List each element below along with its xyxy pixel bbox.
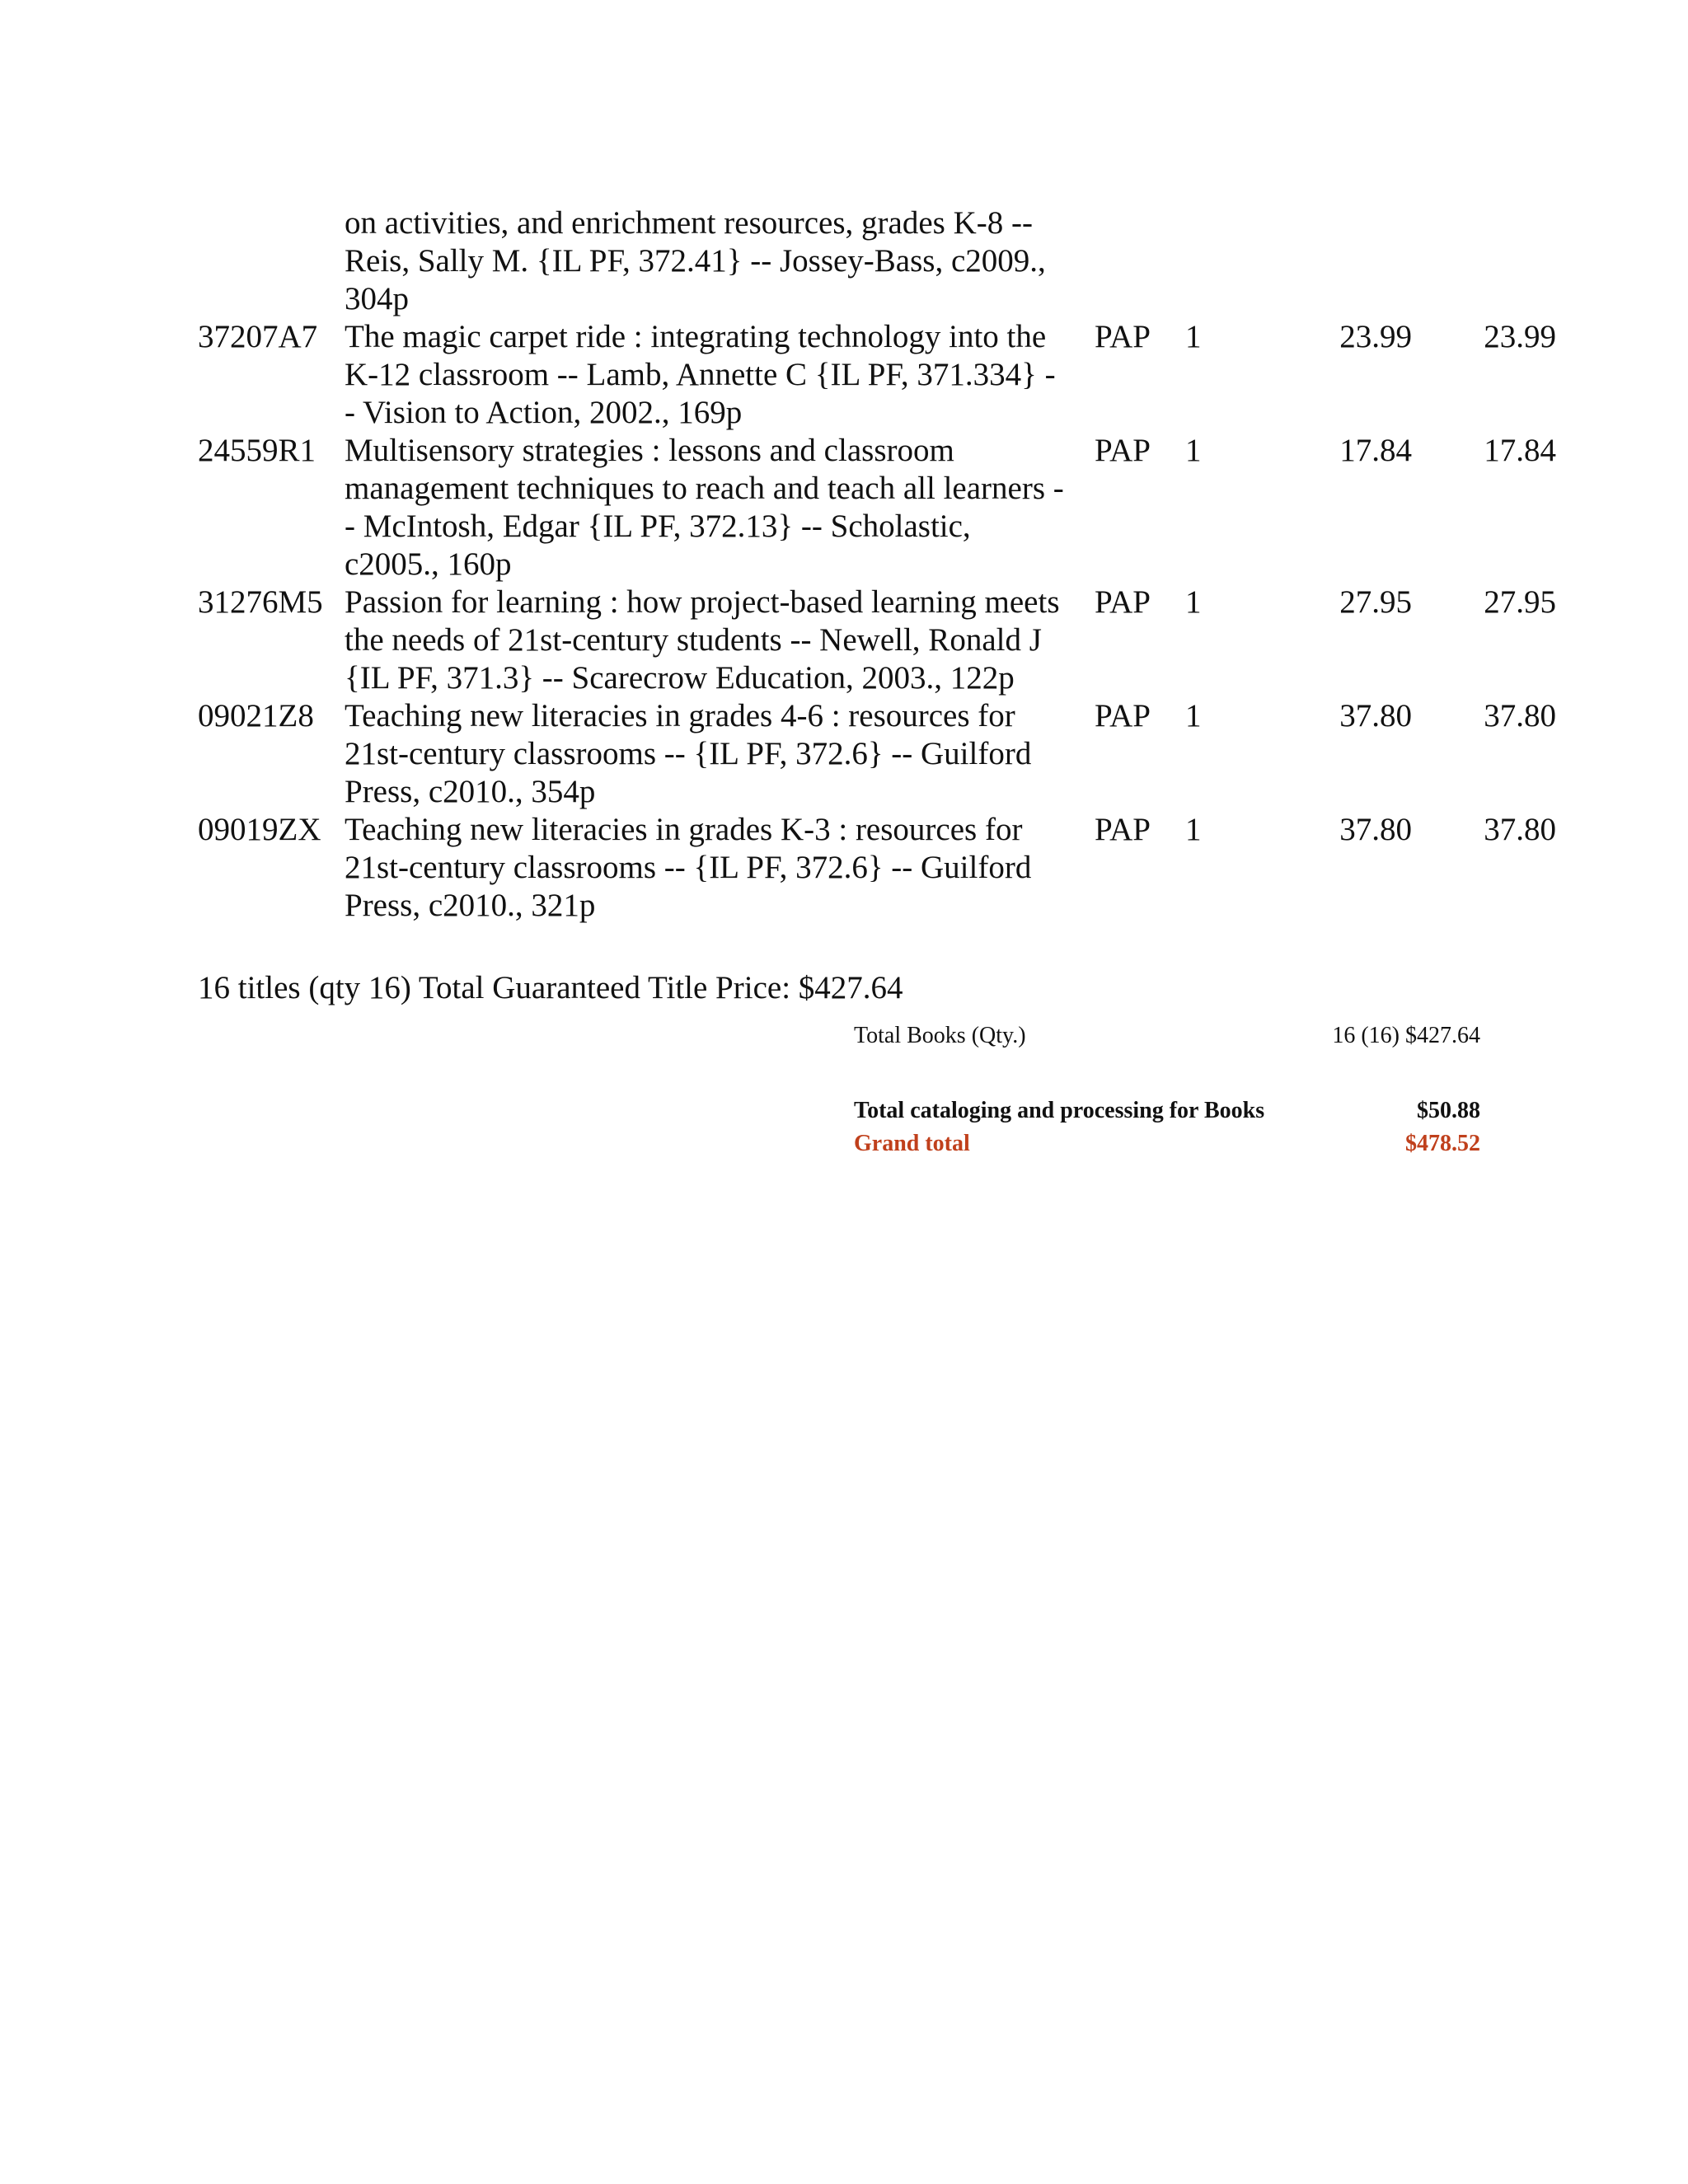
item-qty: 1 — [1185, 584, 1202, 620]
item-ext-price — [1412, 204, 1556, 318]
item-ext-price: 37.80 — [1484, 698, 1556, 733]
item-ext-price: 27.95 — [1484, 584, 1556, 620]
item-title-line: Teaching new literacies in grades K-3 : resources for — [345, 812, 1023, 847]
item-unit-price — [1268, 204, 1412, 318]
line-item-row — [198, 432, 1556, 583]
total-books-label: Total Books (Qty.) — [854, 1023, 1026, 1048]
item-title-line: - Vision to Action, 2002., 169p — [345, 395, 743, 430]
item-title-line: The magic carpet ride : integrating technology into the — [345, 319, 1047, 354]
item-title-line: 304p — [345, 281, 409, 316]
item-title-line: Press, c2010., 321p — [345, 888, 596, 923]
item-id: 31276M5 — [198, 584, 323, 620]
item-id: 37207A7 — [198, 319, 318, 354]
item-title-line: the needs of 21st-century students -- Newell, Ronald J — [345, 622, 1042, 658]
item-id: 09021Z8 — [198, 698, 314, 733]
item-unit-price: 37.80 — [1339, 812, 1412, 847]
item-title-line: management techniques to reach and teach all learners - — [345, 471, 1064, 506]
line-item-row — [198, 811, 1556, 925]
grand-total-row — [854, 1127, 1480, 1160]
item-unit-price: 17.84 — [1339, 433, 1412, 468]
item-ext-price: 17.84 — [1484, 433, 1556, 468]
item-title-line: Teaching new literacies in grades 4-6 : resources for — [345, 698, 1015, 733]
item-qty: 1 — [1185, 812, 1202, 847]
item-ext-price: 37.80 — [1484, 812, 1556, 847]
cataloging-label: Total cataloging and processing for Books — [854, 1098, 1265, 1123]
item-title — [345, 318, 1095, 432]
total-books-value: 16 (16) $427.64 — [1332, 1023, 1480, 1048]
item-qty: 1 — [1185, 698, 1202, 733]
item-binding: PAP — [1095, 698, 1151, 733]
item-binding: PAP — [1095, 584, 1151, 620]
line-item-row — [198, 204, 1500, 318]
item-unit-price: 37.80 — [1339, 698, 1412, 733]
item-unit-price: 27.95 — [1339, 584, 1412, 620]
item-title — [345, 811, 1095, 925]
item-title-line: 21st-century classrooms -- {IL PF, 372.6} -- Guilford — [345, 736, 1032, 771]
item-title-line: - McIntosh, Edgar {IL PF, 372.13} -- Scholastic, — [345, 509, 971, 544]
item-ext-price: 23.99 — [1484, 319, 1556, 354]
item-title-line: Passion for learning : how project-based learning meets — [345, 584, 1060, 620]
item-id: 09019ZX — [198, 812, 321, 847]
cataloging-row — [854, 1094, 1480, 1127]
item-unit-price: 23.99 — [1339, 319, 1412, 354]
grand-total-value: $478.52 — [1405, 1131, 1480, 1156]
titles-summary: 16 titles (qty 16) Total Guaranteed Title Price: $427.64 — [198, 970, 903, 1005]
item-binding — [1095, 204, 1185, 318]
item-qty: 1 — [1185, 433, 1202, 468]
item-title-line: Multisensory strategies : lessons and classroom — [345, 433, 954, 468]
line-item-row — [198, 697, 1556, 811]
item-title-line: Press, c2010., 354p — [345, 774, 596, 809]
item-id: 24559R1 — [198, 433, 316, 468]
item-title — [345, 204, 1095, 318]
item-title-line: K-12 classroom -- Lamb, Annette C {IL PF, 371.334} - — [345, 357, 1056, 392]
item-title-line: Reis, Sally M. {IL PF, 372.41} -- Jossey-Bass, c2009., — [345, 243, 1046, 279]
item-title — [345, 432, 1095, 583]
item-title — [345, 697, 1095, 811]
cataloging-value: $50.88 — [1417, 1098, 1480, 1123]
item-title-line: on activities, and enrichment resources, grades K-8 -- — [345, 205, 1033, 241]
item-binding: PAP — [1095, 433, 1151, 468]
item-title-line: 21st-century classrooms -- {IL PF, 372.6} -- Guilford — [345, 850, 1032, 885]
item-title-line: {IL PF, 371.3} -- Scarecrow Education, 2003., 122p — [345, 660, 1015, 696]
item-binding: PAP — [1095, 812, 1151, 847]
item-id — [198, 204, 345, 318]
grand-total-label: Grand total — [854, 1131, 970, 1156]
line-item-row — [198, 583, 1556, 697]
item-title — [345, 583, 1095, 697]
item-qty: 1 — [1185, 319, 1202, 354]
item-binding: PAP — [1095, 319, 1151, 354]
line-items-table — [198, 204, 1556, 925]
line-item-row — [198, 318, 1556, 432]
item-qty — [1185, 204, 1268, 318]
total-books-row — [854, 1019, 1480, 1052]
totals-block — [854, 1019, 1480, 1160]
item-title-line: c2005., 160p — [345, 546, 512, 582]
